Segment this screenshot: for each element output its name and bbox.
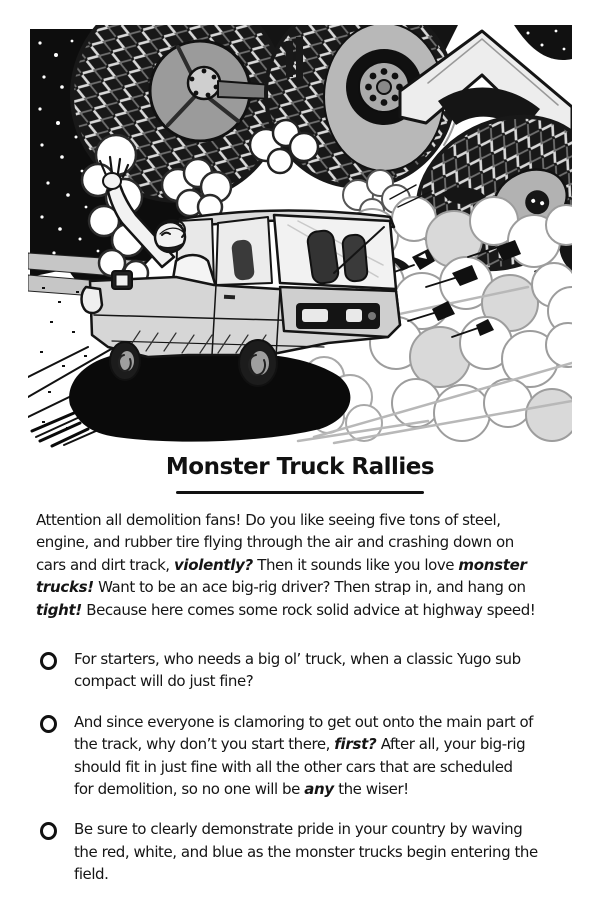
list-item [40,711,580,801]
text-line: the track, why don’t you start there, first? After all, your big-rig [74,735,526,754]
rear-window [274,215,396,289]
list-item [40,818,580,885]
bullet-marker [40,818,74,885]
title-underline [176,491,424,494]
text-line: the red, white, and blue as the monster trucks begin entering the [74,842,538,861]
circle-bullet-icon [40,652,57,670]
bullet-marker [40,711,74,801]
bullet-marker [40,648,74,693]
rear-hatch [280,287,400,337]
bullet-text [74,711,533,801]
text-line: compact will do just fine? [74,672,254,691]
circle-bullet-icon [40,822,57,840]
front-wheel [110,342,140,380]
bullet-text [74,648,521,693]
text-line: for demolition, so no one will be any the wiser! [74,780,409,799]
text-line: Be sure to clearly demonstrate pride in your country by waving [74,820,523,839]
advice-list [40,648,580,900]
text-line: should fit in just fine with all the other cars that are scheduled [74,757,513,776]
side-mirror [112,271,132,289]
intro-paragraph [36,509,582,621]
text-line: trucks! Want to be an ace big-rig driver? Then strap in, and hang on [36,578,526,597]
list-item [40,648,580,693]
page-title: Monster Truck Rallies [165,454,435,480]
text-line: field. [74,865,109,884]
monster-truck-comic-illustration [28,25,572,450]
door-handle [224,295,235,300]
car-shadow [32,350,350,446]
text-line: tight! Because here comes some rock solid advice at highway speed! [36,600,536,619]
bullet-text [74,818,538,885]
text-line: cars and dirt track, violently? Then it sounds like you love monster [36,555,527,574]
text-line: For starters, who needs a big ol’ truck, when a classic Yugo sub [74,650,521,668]
front-bumper [82,287,103,313]
text-line: engine, and rubber tire flying through the air and crashing down on [36,533,514,552]
text-line: And since everyone is clamoring to get out onto the main part of [74,712,534,731]
rear-wheel [239,340,277,386]
text-line: Attention all demolition fans! Do you like seeing five tons of steel, [36,511,501,529]
circle-bullet-icon [40,715,57,733]
